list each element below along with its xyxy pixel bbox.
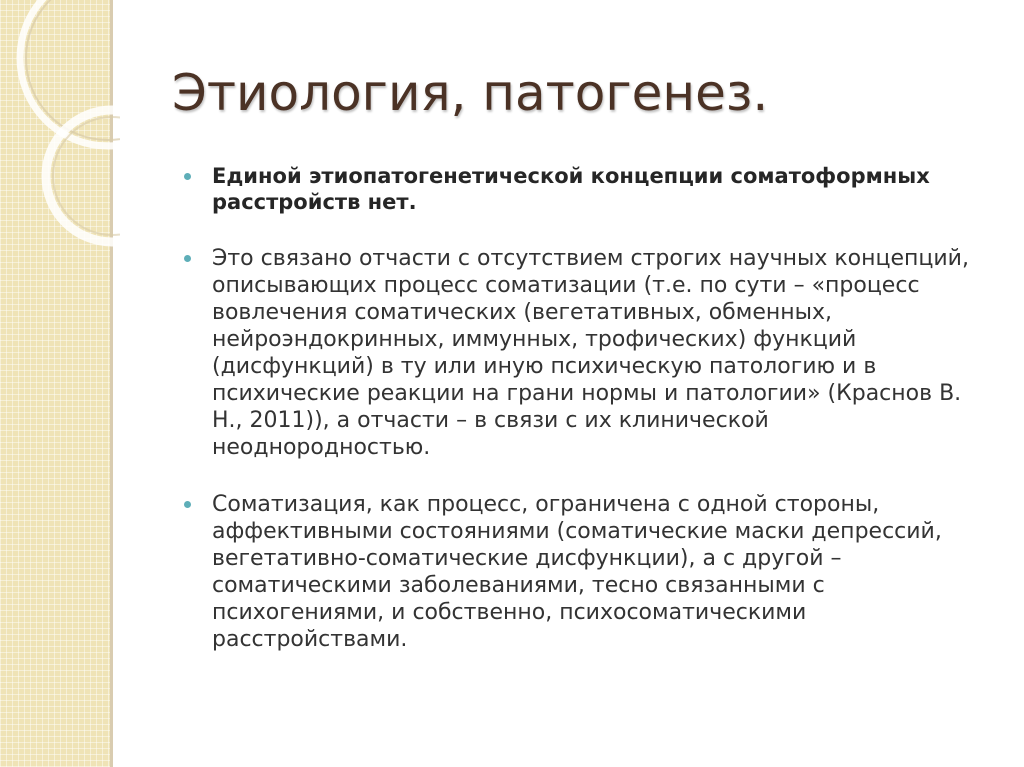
bullet-dot-icon (184, 173, 191, 180)
bullet-dot-icon (184, 255, 191, 262)
bullet-item (184, 163, 994, 215)
decorative-rings-icon (0, 0, 120, 260)
slide-title: Этиология, патогенез. (172, 64, 769, 122)
bullet-item (184, 245, 994, 461)
bullet-item (184, 491, 994, 653)
bullet-text: Это связано отчасти с отсутствием строгих научных концепций, описывающих процесс соматизации (т.е. по сути – «процесс вовлечения соматических (вегетативных, обменных, нейроэндокринных, иммунных, трофических) функций (дисфункций) в ту или иную психическую патологию и в психические реакции на грани нормы и патологии» (Краснов В. Н., 2011)), а отчасти – в связи с их клинической неоднородностью. (212, 246, 969, 460)
bullet-dot-icon (184, 501, 191, 508)
bullet-text: Соматизация, как процесс, ограничена с одной стороны, аффективными состояниями (соматические маски депрессий, вегетативно-соматические дисфункции), а с другой – соматическими заболеваниями, тесно связанными с психогениями, и собственно, психосоматическими расстройствами. (212, 492, 942, 652)
bullet-list (184, 163, 994, 653)
bullet-text: Единой этиопатогенетической концепции соматоформных расстройств нет. (212, 164, 930, 214)
